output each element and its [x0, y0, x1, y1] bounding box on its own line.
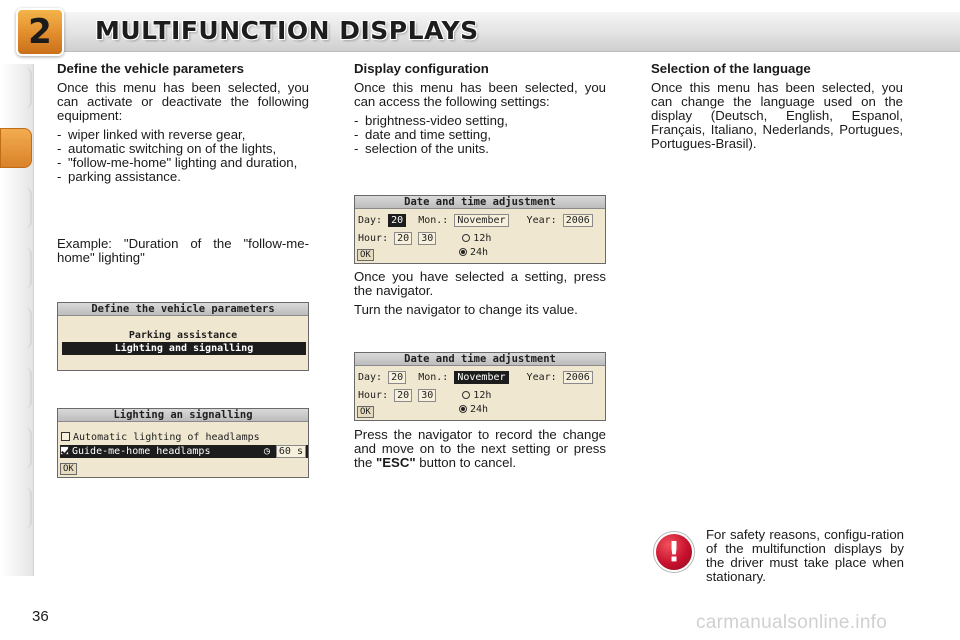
- instruction-text: button to cancel.: [415, 455, 517, 470]
- side-tab-3[interactable]: [10, 188, 32, 228]
- section-heading: Display configuration: [354, 61, 489, 76]
- column-display-configuration-steps: [354, 270, 606, 322]
- date-row: [358, 214, 593, 227]
- duration-value[interactable]: ◷ 60 s: [264, 445, 306, 458]
- ok-button[interactable]: OK: [357, 406, 374, 418]
- side-tab-6[interactable]: [10, 368, 32, 408]
- screen-lighting-signalling: [57, 408, 309, 478]
- day-field[interactable]: 20: [388, 371, 406, 384]
- day-field[interactable]: 20: [388, 214, 406, 227]
- side-tab-7[interactable]: [10, 428, 32, 468]
- screen-date-time-month-selected: [354, 352, 606, 421]
- side-tab-4[interactable]: [10, 248, 32, 288]
- side-tab-2-active[interactable]: [0, 128, 32, 168]
- year-field[interactable]: 2006: [563, 214, 593, 227]
- list-item: - parking assistance.: [57, 170, 309, 184]
- screen-title: Lighting an signalling: [58, 409, 308, 422]
- screen-date-time-day-selected: [354, 195, 606, 264]
- screen-vehicle-parameters: [57, 302, 309, 371]
- section-heading: Define the vehicle parameters: [57, 61, 244, 76]
- example-caption: Example: "Duration of the "follow-me-home" lighting": [57, 236, 309, 265]
- month-label: Mon.:: [418, 372, 449, 383]
- option-guide-me-home[interactable]: [60, 445, 308, 458]
- screen-title: Define the vehicle parameters: [58, 303, 308, 316]
- page-number: 36: [32, 608, 49, 625]
- screen-title: Date and time adjustment: [355, 196, 605, 209]
- month-field[interactable]: November: [454, 214, 508, 227]
- month-label: Mon.:: [418, 215, 449, 226]
- side-tab-5[interactable]: [10, 308, 32, 348]
- side-tab-1[interactable]: [10, 68, 32, 108]
- menu-item-parking-assistance[interactable]: Parking assistance: [128, 330, 238, 341]
- hour-field[interactable]: 20: [394, 232, 412, 245]
- chapter-title: MULTIFUNCTION DISPLAYS: [95, 16, 479, 45]
- list-item: - "follow-me-home" lighting and duration,: [57, 156, 309, 170]
- day-label: Day:: [358, 215, 383, 226]
- ok-button[interactable]: OK: [60, 463, 77, 475]
- watermark: carmanualsonline.info: [696, 612, 888, 633]
- chapter-header: [0, 0, 960, 60]
- hour-label: Hour:: [358, 390, 389, 401]
- column-vehicle-parameters: [57, 62, 309, 270]
- option-auto-headlamps[interactable]: [61, 431, 260, 444]
- mode-24h-option[interactable]: 24h: [459, 403, 488, 416]
- menu-item-lighting-signalling[interactable]: Lighting and signalling: [62, 342, 306, 355]
- ok-button[interactable]: OK: [357, 249, 374, 261]
- radio-unselected-icon[interactable]: [462, 234, 470, 242]
- esc-key-label: "ESC": [376, 455, 416, 470]
- exclamation-icon: !: [654, 532, 694, 572]
- checkbox-checked-icon[interactable]: [60, 446, 69, 455]
- section-text: Once this menu has been selected, you can change the language used on the display (Deutsch, English, Espanol, Français, Italiano, Nederlands, Portugues, Portugues-Brasil).: [651, 80, 903, 151]
- section-intro: Once this menu has been selected, you can access the following settings:: [354, 80, 606, 109]
- minute-field[interactable]: 30: [418, 389, 436, 402]
- section-heading: Selection of the language: [651, 61, 811, 76]
- column-language-selection: [651, 62, 903, 156]
- list-item: - selection of the units.: [354, 142, 606, 156]
- instruction-select: Once you have selected a setting, press the navigator.: [354, 269, 606, 298]
- year-label: Year:: [526, 372, 557, 383]
- instruction-record: [354, 428, 606, 470]
- screen-title: Date and time adjustment: [355, 353, 605, 366]
- year-label: Year:: [526, 215, 557, 226]
- column-display-configuration: [354, 62, 606, 161]
- side-tab-8[interactable]: [10, 488, 32, 528]
- instruction-turn: Turn the navigator to change its value.: [354, 302, 578, 317]
- time-row: [358, 232, 491, 245]
- safety-warning-text: For safety reasons, configu-ration of the multifunction displays by the driver must take place when stationary.: [706, 527, 904, 584]
- settings-list: [354, 114, 606, 156]
- list-item: - brightness-video setting,: [354, 114, 606, 128]
- mode-24h-option[interactable]: 24h: [459, 246, 488, 259]
- radio-selected-icon[interactable]: [459, 248, 467, 256]
- radio-selected-icon[interactable]: [459, 405, 467, 413]
- year-field[interactable]: 2006: [563, 371, 593, 384]
- chapter-side-tabs: [0, 64, 34, 576]
- date-row: [358, 371, 593, 384]
- column-display-configuration-record: [354, 428, 606, 475]
- equipment-list: [57, 128, 309, 184]
- time-row: [358, 389, 491, 402]
- mode-12h-option[interactable]: 12h: [462, 233, 491, 244]
- section-intro: Once this menu has been selected, you can activate or deactivate the following equipment:: [57, 80, 309, 123]
- minute-field[interactable]: 30: [418, 232, 436, 245]
- list-item: - automatic switching on of the lights,: [57, 142, 309, 156]
- chapter-number-badge: 2: [16, 8, 64, 56]
- hour-field[interactable]: 20: [394, 389, 412, 402]
- instruction-text: Press the navigator to record the change and move on to the next setting or press the: [354, 427, 606, 470]
- list-item: - date and time setting,: [354, 128, 606, 142]
- list-item: - wiper linked with reverse gear,: [57, 128, 309, 142]
- option-label: Automatic lighting of headlamps: [73, 432, 260, 443]
- month-field[interactable]: November: [454, 371, 508, 384]
- hour-label: Hour:: [358, 233, 389, 244]
- checkbox-unchecked-icon[interactable]: [61, 432, 70, 441]
- option-label: Guide-me-home headlamps: [72, 446, 211, 457]
- mode-12h-option[interactable]: 12h: [462, 390, 491, 401]
- radio-unselected-icon[interactable]: [462, 391, 470, 399]
- day-label: Day:: [358, 372, 383, 383]
